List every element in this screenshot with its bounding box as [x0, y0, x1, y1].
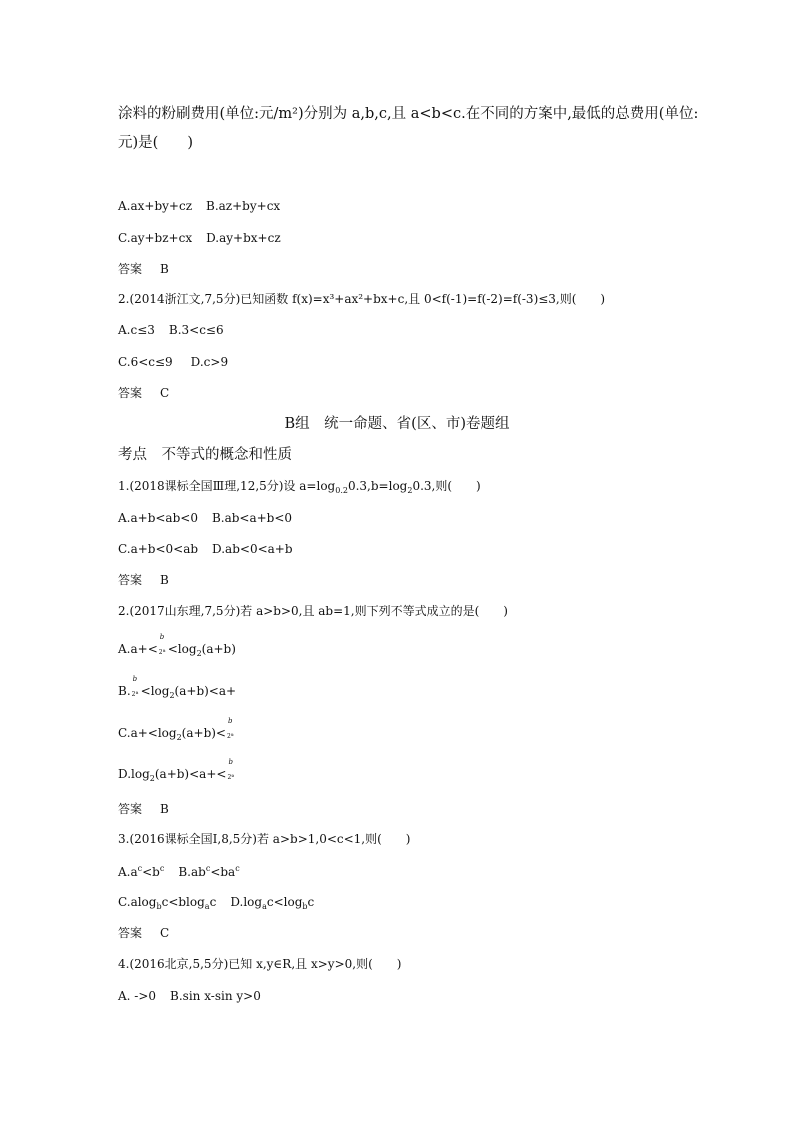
answer-value: B — [160, 262, 169, 276]
option-text: A.a — [118, 865, 138, 879]
exponent: c — [205, 864, 211, 873]
answer-line — [118, 803, 169, 815]
log-base: a — [204, 902, 210, 911]
fraction-denominator: 2ª — [226, 732, 234, 740]
fraction-numerator: b — [227, 716, 233, 725]
answer-label: 答案 — [118, 573, 143, 587]
answer-line — [118, 263, 169, 275]
fraction — [226, 716, 236, 740]
options-row-ab — [118, 865, 240, 878]
option-b: B.az+by+cx — [206, 199, 281, 213]
option-a: A.ax+by+cz — [118, 199, 193, 213]
answer-value: B — [160, 802, 169, 816]
question-intro-line-2: 元)是( ) — [118, 135, 193, 151]
option-c: C.a+b<0<ab — [118, 542, 199, 556]
option-c: C.ay+bz+cx — [118, 231, 193, 245]
option-text: C.alog — [118, 895, 157, 909]
question-intro-line-1: 涂料的粉刷费用(单位:元/m²)分别为 a,b,c,且 a<b<c.在不同的方案中,最低的总费用(单位: — [118, 106, 699, 122]
exponent: c — [159, 864, 165, 873]
option-d: D.ab<0<a+b — [212, 542, 293, 556]
options-row-cd — [118, 543, 293, 555]
log-base: 2 — [169, 691, 175, 700]
fraction-denominator: 2ª — [158, 648, 166, 656]
option-text: D.log — [118, 767, 150, 781]
option-b: B.sin x-sin y>0 — [170, 989, 261, 1003]
option-a: A.a+b<ab<0 — [118, 511, 198, 525]
fraction-denominator: 2ª — [131, 690, 139, 698]
log-base: b — [156, 902, 162, 911]
options-row-cd — [118, 896, 314, 911]
answer-line — [118, 574, 169, 586]
question-stem: 3.(2016课标全国Ⅰ,8,5分)若 a>b>1,0<c<1,则( ) — [118, 832, 411, 846]
fraction — [131, 674, 141, 698]
option-text: <b — [142, 865, 160, 879]
answer-value: C — [160, 926, 170, 940]
fraction — [158, 632, 168, 656]
option-a: A.c≤3 — [118, 323, 155, 337]
options-row-ab — [118, 512, 292, 524]
options-row-cd — [118, 356, 228, 368]
log-base: 2 — [407, 486, 413, 495]
fraction-denominator: 2ª — [227, 773, 235, 781]
option-text: (a+b)<a+ — [174, 684, 237, 698]
question-stem — [118, 480, 481, 495]
option-text: c — [307, 895, 315, 909]
log-base: 2 — [196, 649, 202, 658]
fraction-numerator: b — [159, 632, 165, 641]
option-text: (a+b)<a+< — [154, 767, 227, 781]
option-text: (a+b) — [201, 642, 236, 656]
option-d: D.c>9 — [190, 355, 229, 369]
options-row-cd — [118, 232, 281, 244]
log-base: 2 — [149, 774, 155, 783]
option-c: C.6<c≤9 — [118, 355, 173, 369]
fraction-numerator: b — [228, 757, 233, 766]
answer-value: C — [160, 386, 170, 400]
option-text: c — [209, 895, 217, 909]
option-c — [118, 895, 216, 909]
option-text: (a+b)< — [181, 726, 226, 740]
answer-line — [118, 927, 169, 939]
option-b — [118, 674, 237, 700]
option-text: C.a+<log — [118, 726, 177, 740]
log-base: b — [302, 902, 308, 911]
option-b — [178, 865, 239, 879]
option-text: <ba — [210, 865, 236, 879]
options-row-ab — [118, 990, 261, 1002]
options-row-ab — [118, 324, 224, 336]
option-text: D.log — [230, 895, 263, 909]
option-b: B.3<c≤6 — [168, 323, 224, 337]
kaodian-heading: 考点 不等式的概念和性质 — [118, 447, 292, 463]
option-text: c<log — [266, 895, 303, 909]
exponent: c — [137, 864, 143, 873]
option-text: A.a+< — [118, 642, 158, 656]
options-row-ab — [118, 200, 280, 212]
option-c — [118, 716, 236, 742]
fraction-numerator: b — [132, 674, 138, 683]
option-d: D.ay+bx+cz — [206, 231, 281, 245]
option-text: <log — [140, 684, 170, 698]
stem-part: 1.(2018课标全国Ⅲ理,12,5分)设 a=log — [118, 479, 336, 493]
option-text: <log — [167, 642, 197, 656]
question-stem: 4.(2016北京,5,5分)已知 x,y∈R,且 x>y>0,则( ) — [118, 957, 402, 971]
fraction — [226, 757, 236, 781]
answer-value: B — [160, 573, 169, 587]
option-text: B. — [118, 684, 131, 698]
log-base: a — [262, 902, 267, 911]
option-d — [118, 757, 236, 783]
option-d — [230, 895, 314, 909]
option-text: B.ab — [178, 865, 206, 879]
answer-label: 答案 — [118, 262, 143, 276]
question-stem: 2.(2014浙江文,7,5分)已知函数 f(x)=x³+ax²+bx+c,且 0<f(-1)=f(-2)=f(-3)≤3,则( ) — [118, 292, 606, 306]
stem-part: 0.3,b=log — [347, 479, 408, 493]
stem-part: 0.3,则( ) — [412, 479, 481, 493]
answer-label: 答案 — [118, 926, 143, 940]
log-base: 2 — [176, 733, 182, 742]
answer-line — [118, 387, 169, 399]
option-a — [118, 632, 236, 658]
answer-label: 答案 — [118, 802, 143, 816]
option-a — [118, 865, 164, 879]
section-title: B组 统一命题、省(区、市)卷题组 — [284, 416, 510, 432]
log-base: 0.2 — [335, 486, 348, 495]
option-text: c<blog — [161, 895, 205, 909]
exponent: c — [235, 864, 240, 873]
answer-label: 答案 — [118, 386, 143, 400]
option-b: B.ab<a+b<0 — [211, 511, 293, 525]
question-stem: 2.(2017山东理,7,5分)若 a>b>0,且 ab=1,则下列不等式成立的是( ) — [118, 604, 508, 618]
option-a: A. ->0 — [118, 989, 157, 1003]
